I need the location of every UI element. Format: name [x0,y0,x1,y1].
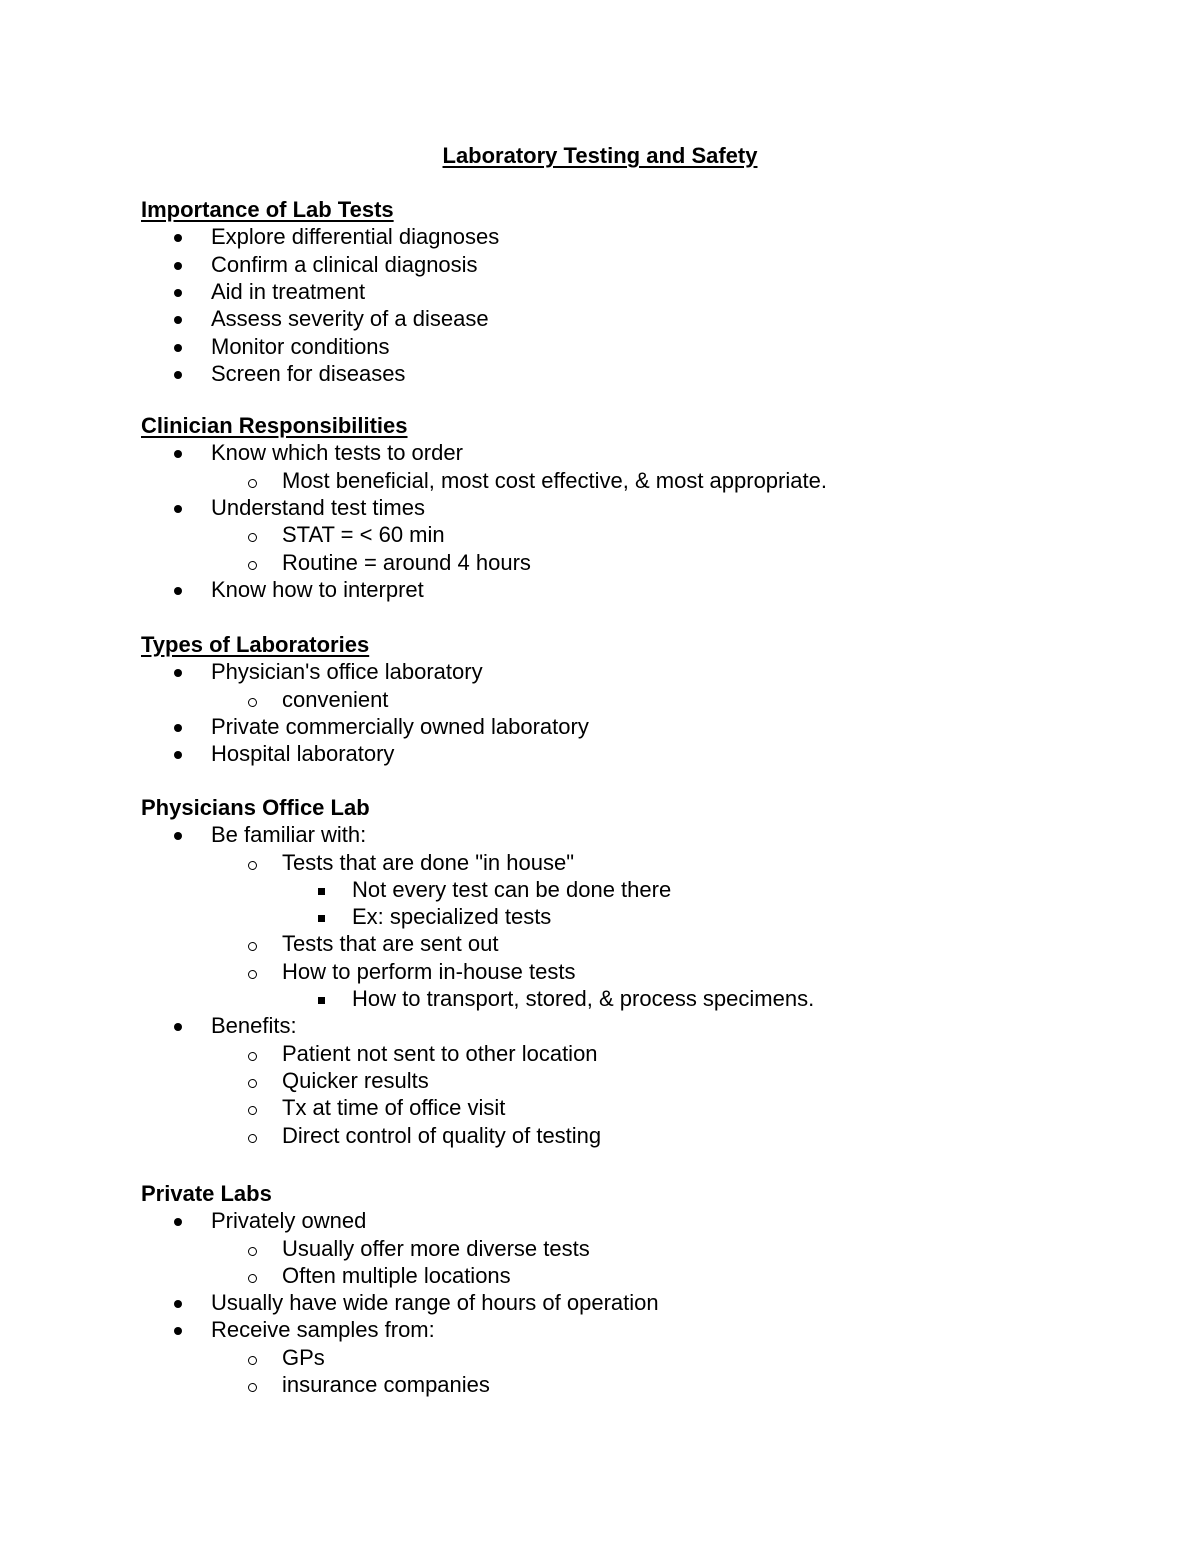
list-item-text: Privately owned [211,1208,367,1233]
section-heading-text: Private Labs [141,1181,272,1206]
document-title [0,142,1200,170]
list-item-text: Tests that are sent out [282,931,499,956]
list-item-text: Be familiar with: [211,822,367,847]
list-item-text: Not every test can be done there [352,877,672,902]
list-item-text: Tx at time of office visit [282,1095,506,1120]
section-heading-text: Types of Laboratories [141,632,370,657]
list-item-text: Most beneficial, most cost effective, & most appropriate. [282,468,827,493]
list-item-text: convenient [282,687,389,712]
list-item-text: GPs [282,1345,325,1370]
list-item-text: Tests that are done "in house" [282,850,575,875]
list-item-text: Physician's office laboratory [211,659,483,684]
list-item-text: Hospital laboratory [211,741,395,766]
list-item-text: Quicker results [282,1068,429,1093]
list-item-text: Ex: specialized tests [352,904,552,929]
section-heading-text: Clinician Responsibilities [141,413,408,438]
list-item-text: Know how to interpret [211,577,424,602]
list-item-text: Usually have wide range of hours of operation [211,1290,659,1315]
list-item-text: insurance companies [282,1372,490,1397]
list-item-text: Benefits: [211,1013,297,1038]
list-item-text: Aid in treatment [211,279,366,304]
list-item-text: Confirm a clinical diagnosis [211,252,478,277]
section-heading [141,412,408,440]
section-heading [141,196,394,224]
list-item-text: Know which tests to order [211,440,463,465]
list-item-text: Direct control of quality of testing [282,1123,602,1148]
list-item-text: How to transport, stored, & process specimens. [352,986,815,1011]
list-item-text: How to perform in-house tests [282,959,576,984]
list-item-text: Monitor conditions [211,334,390,359]
list-item-text: Usually offer more diverse tests [282,1236,590,1261]
list-item-text: STAT = < 60 min [282,522,445,547]
list-item-text: Receive samples from: [211,1317,435,1342]
list-item-text: Often multiple locations [282,1263,511,1288]
section-heading-text: Importance of Lab Tests [141,197,394,222]
section-heading [141,794,370,822]
section-heading-text: Physicians Office Lab [141,795,370,820]
list-item-text: Explore differential diagnoses [211,224,500,249]
list-item-text: Assess severity of a disease [211,306,489,331]
list-item-text: Patient not sent to other location [282,1041,598,1066]
list-item-text: Understand test times [211,495,425,520]
list-item-text: Private commercially owned laboratory [211,714,589,739]
section-heading [141,631,369,659]
document-title-text: Laboratory Testing and Safety [442,143,758,168]
section-heading [141,1180,272,1208]
list-item-text: Screen for diseases [211,361,406,386]
list-item-text: Routine = around 4 hours [282,550,531,575]
